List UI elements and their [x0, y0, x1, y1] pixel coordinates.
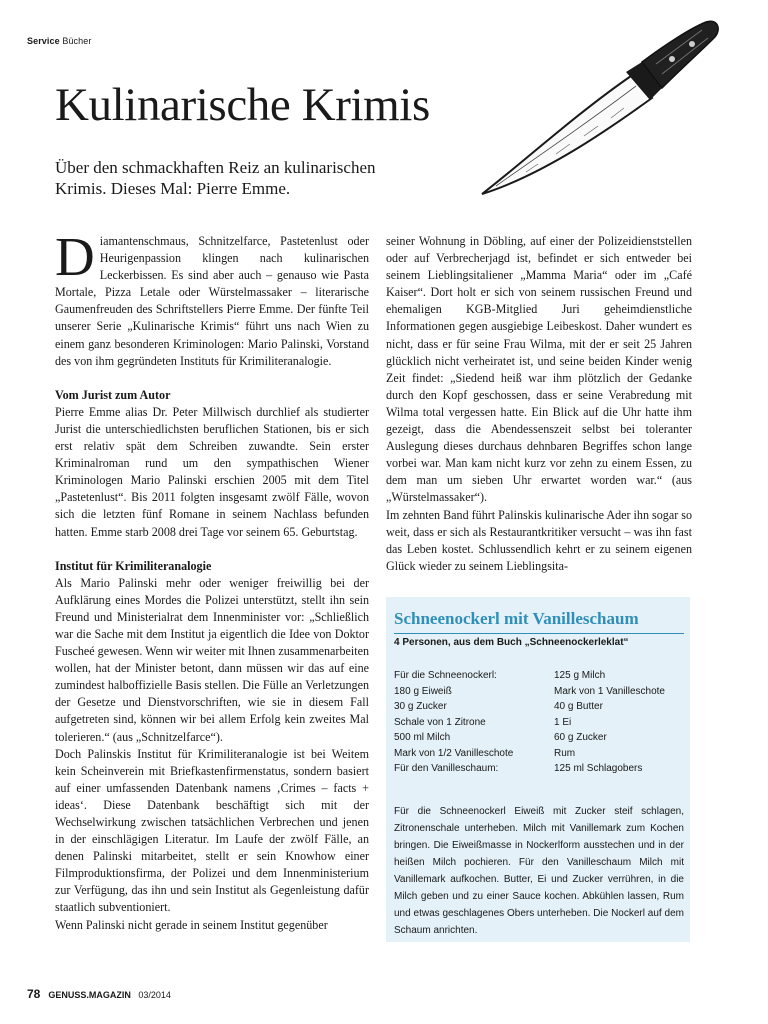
ingredient-row — [394, 761, 684, 777]
ingredient-row — [394, 715, 684, 731]
section-category: Bücher — [62, 36, 92, 46]
article-column-right — [386, 233, 692, 575]
subheading-institut: Institut für Krimiliteranalogie — [55, 558, 212, 573]
ingredient-right: Rum — [554, 747, 576, 759]
ingredient-left: 500 ml Milch — [394, 732, 451, 743]
ingredient-right: 125 ml Schlagobers — [554, 763, 643, 774]
page-footer — [27, 987, 171, 1001]
ingredient-left: Schale von 1 Zitrone — [394, 716, 486, 728]
section-label — [27, 36, 91, 46]
paragraph-institut-3: Wenn Palinski nicht gerade in seinem Institut gegenüber — [55, 917, 328, 932]
paragraph-institut-1: Als Mario Palinski mehr oder weniger freiwillig bei der Aufklärung eines Mordes die Polizei unterstützt, stellt ihn sein Freund und Ministerialrat dem Innenminister vor: „Schließlich war die Sache mit dem Institut ja eigentlich die Idee von Doktor Fuscheé gewesen. Wenn wir weiter mit Ihnen zusammenarbeiten wollen, hat der Minister betont, dann müssen wir das auf eine zumindest halboffizielle Basis stellen. Die Fülle an Verletzungen der Gesetze und Dienstvorschriften, wie sie in diesem Fall aufgetreten sind, können wir bei allem Erfolg kein zweites Mal tolerieren.“ (aus „Schnitzelfarce“). — [55, 575, 369, 744]
ingredient-row — [394, 668, 684, 684]
knife-icon — [466, 14, 726, 204]
recipe-title: Schneenockerl mit Vanilleschaum — [394, 609, 639, 628]
ingredient-right: 40 g Butter — [554, 701, 603, 712]
article-title: Kulinarische Krimis — [55, 79, 430, 131]
recipe-instructions: Für die Schneenockerl Eiweiß mit Zucker steif schlagen, Zitronenschale unterheben. Milch mit Vanillemark zum Kochen bringen. Die Eiweißmasse in Nockerlform ausstechen und in der heißen Milch pochieren. Für den Vanilleschaum Milch mit Vanillemark aufkochen. Butter, Ei und Zucker verrühren, in die Milch geben und zu einer Sauce kochen. Abkühlen lassen, Rum und etwas geschlagenes Obers unterheben. Die Nockerl auf dem Schaum anrichten. — [394, 806, 684, 936]
ingredient-row — [394, 699, 684, 715]
article-column-left — [55, 226, 369, 934]
ingredient-row — [394, 730, 684, 746]
recipe-subtitle: 4 Personen, aus dem Buch „Schneenockerleklat“ — [394, 637, 629, 648]
ingredient-right: Mark von 1 Vanilleschote — [554, 685, 665, 697]
ingredient-left: Für die Schneenockerl: — [394, 670, 497, 681]
ingredient-left: Mark von 1/2 Vanilleschote — [394, 747, 514, 759]
ingredient-right: 60 g Zucker — [554, 732, 607, 743]
ingredient-right: 1 Ei — [554, 716, 572, 728]
section-name: Service — [27, 36, 60, 46]
magazine-name: GENUSS.MAGAZIN — [48, 990, 131, 1000]
recipe-divider — [394, 633, 684, 634]
ingredient-row — [394, 684, 684, 700]
ingredient-left: 180 g Eiweiß — [394, 685, 452, 697]
subheading-jurist: Vom Jurist zum Autor — [55, 387, 171, 402]
intro-paragraph — [55, 226, 369, 370]
paragraph-institut-2: Doch Palinskis Institut für Krimiliteranalogie ist bei Weitem kein Scheinverein mit Briefkastenfirmenstatus, sondern basiert auf einer umfassenden Datenbank namens ‚Crimes – facts + ideas‘. Diese Datenbank beschäftigt sich mit der Wechselwirkung zwischen tatsächlichen Verbrechen und jenen in der einschlägigen Literatur. Im Laufe der zwölf Fälle, an denen Palinski mitarbeitet, stellt er sein Knowhow einer Filmproduktionsfirma, der Polizei und dem Innenministerium zur Verfügung, das ihn und sein Institut als Gegenleistung dafür staatlich subventioniert. — [55, 746, 369, 915]
issue-number: 03/2014 — [138, 990, 171, 1000]
paragraph-jurist: Pierre Emme alias Dr. Peter Millwisch durchlief als studierter Jurist die unterschiedlichsten beruflichen Stationen, bis er sich erst relativ spät dem Schreiben zuwandte. Sein erster Kriminalroman rund um den sympathischen Wiener Kriminologen Mario Palinski erschien 2005 mit dem Titel „Pastetenlust“. Bis 2011 folgten insgesamt zwölf Fälle, wovon sich die letzten fünf Romane in seinem Nachlass befunden hatten. Emme starb 2008 drei Tage vor seinem 65. Geburtstag. — [55, 404, 369, 539]
ingredient-right: 125 g Milch — [554, 670, 606, 681]
paragraph-right-1: seiner Wohnung in Döbling, auf einer der Polizeidienststellen oder auf Verbrecherjagd ist, befindet er sich entweder bei seinem Lieblingsitaliener „Mamma Maria“ oder im „Café Kaiser“. Dort holt er sich von seinem russischen Freund und ehemaligen KGB-Mitglied Juri geheimdienstliche Informationen gegen ausgiebige Leibeskost. Daher wundert es nicht, dass er für seine Frau Wilma, mit der er seit 25 Jahren glücklich nicht verheiratet ist, und seine beiden Kinder wenig Zeit findet: „Siedend heiß war ihm plötzlich der Gedanke durch den Kopf geschossen, dass er seine Verabredung mit Wilma total vergessen hatte. Ein Blick auf die Uhr hatte ihm gezeigt, dass die Abendessenszeit selbst bei toleranter Auslegung dieses durchaus dehnbaren Begriffes schon lange vorbei war. Man kam nicht kurz vor zehn zu einem Essen, zu dem man um sieben Uhr erwartet worden war.“ (aus „Würstelmassaker“). — [386, 234, 692, 505]
paragraph-right-2: Im zehnten Band führt Palinskis kulinarische Ader ihn sogar so weit, dass er sich als Restaurantkritiker versucht – was ihn fast das Leben kostet. Schlussendlich kehrt er zu seinem eigenen Glück wieder zu seinem Lieblingsita- — [386, 507, 692, 573]
intro-text: iamantenschmaus, Schnitzelfarce, Pastetenlust oder Heurigenpassion klingen nach kulinarischen Leckerbissen. Es sind aber auch – genauso wie Pasta Mortale, Pizza Letale oder Würstelmassaker – literarische Gaumenfreuden des Schriftstellers Pierre Emme. Der fünfte Teil unserer Serie „Kulinarische Krimis“ führt uns nach Wien zu einem ganz besonderen Kriminologen: Mario Palinski, Vorstand des von ihm gegründeten Instituts für Krimiliteranalogie. — [55, 234, 369, 368]
recipe-ingredients — [394, 668, 684, 777]
article-subtitle: Über den schmackhaften Reiz an kulinarischen Krimis. Dieses Mal: Pierre Emme. — [55, 158, 376, 198]
ingredient-row — [394, 746, 684, 762]
ingredient-left: 30 g Zucker — [394, 701, 447, 712]
drop-cap: D — [55, 226, 95, 287]
ingredient-left: Für den Vanilleschaum: — [394, 763, 499, 774]
page-number: 78 — [27, 987, 41, 1001]
